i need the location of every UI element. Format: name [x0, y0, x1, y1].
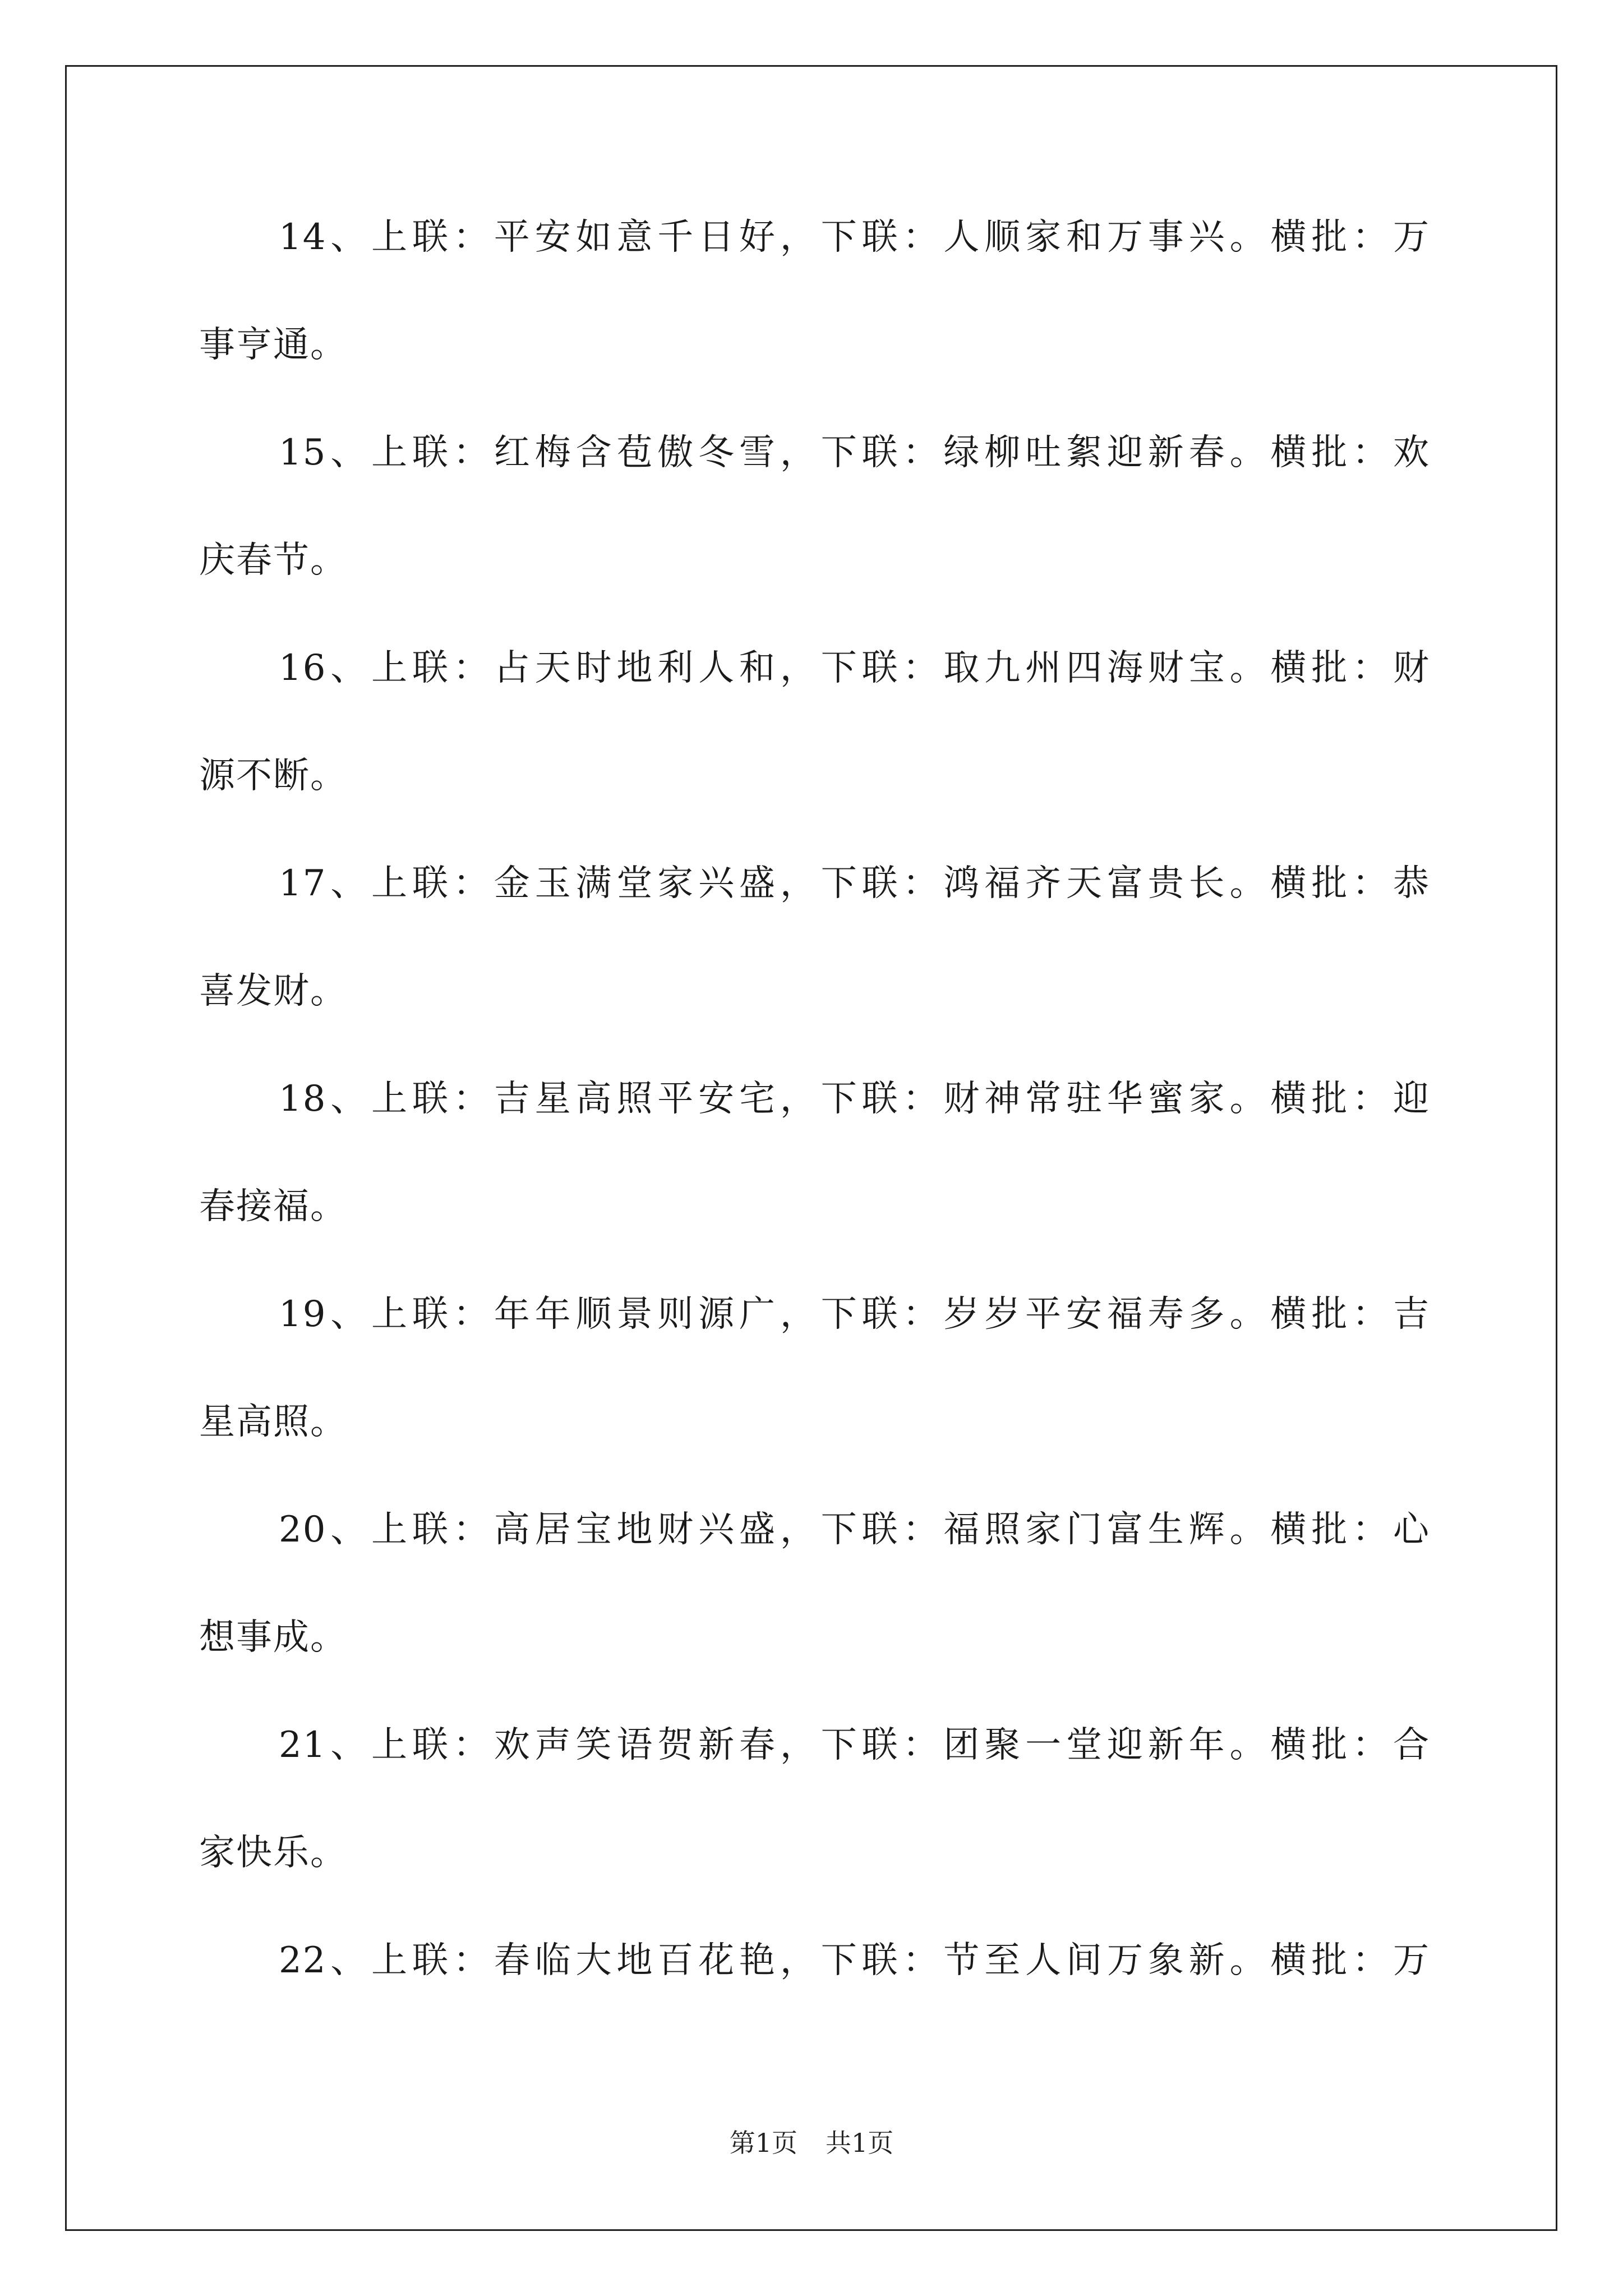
couplet-entry-20: [199, 1504, 1430, 1663]
couplet-line-continuation: 家快乐。: [199, 1832, 347, 1874]
couplet-line-continuation: 源不断。: [199, 755, 347, 797]
couplet-entry-18: [199, 1074, 1430, 1232]
couplet-line-continuation: 春接福。: [199, 1186, 347, 1227]
couplet-entry-14: [199, 212, 1430, 370]
couplet-line: 14、上联：平安如意千日好，下联：人顺家和万事兴。横批：万: [279, 217, 1430, 258]
couplet-line: 20、上联：高居宝地财兴盛，下联：福照家门富生辉。横批：心: [279, 1509, 1430, 1550]
couplet-entry-15: [199, 427, 1430, 586]
couplet-line-continuation: 庆春节。: [199, 540, 347, 581]
couplet-line: 17、上联：金玉满堂家兴盛，下联：鸿福齐天富贵长。横批：恭: [279, 863, 1430, 904]
couplet-entry-17: [199, 858, 1430, 1016]
page-number-total: 共1页: [826, 2128, 894, 2158]
couplet-line: 22、上联：春临大地百花艳，下联：节至人间万象新。横批：万: [279, 1940, 1430, 1981]
couplet-entry-21: [199, 1720, 1430, 1878]
page-number-current: 第1页: [729, 2128, 797, 2158]
couplet-entry-22: [199, 1935, 1430, 1986]
couplet-line-continuation: 星高照。: [199, 1401, 347, 1443]
couplet-line: 18、上联：吉星高照平安宅，下联：财神常驻华蜜家。横批：迎: [279, 1078, 1430, 1120]
couplet-entry-19: [199, 1289, 1430, 1447]
couplet-entry-16: [199, 643, 1430, 801]
couplet-line: 16、上联：占天时地利人和，下联：取九州四海财宝。横批：财: [279, 647, 1430, 689]
couplet-line-continuation: 事亨通。: [199, 324, 347, 366]
couplet-line: 19、上联：年年顺景则源广，下联：岁岁平安福寿多。横批：吉: [279, 1294, 1430, 1335]
page-footer: [0, 2126, 1623, 2160]
couplet-line: 15、上联：红梅含苞傲冬雪，下联：绿柳吐絮迎新春。横批：欢: [279, 432, 1430, 473]
couplet-line-continuation: 想事成。: [199, 1617, 347, 1658]
document-body: [199, 212, 1430, 2043]
couplet-line: 21、上联：欢声笑语贺新春，下联：团聚一堂迎新年。横批：合: [279, 1724, 1430, 1766]
couplet-line-continuation: 喜发财。: [199, 970, 347, 1012]
